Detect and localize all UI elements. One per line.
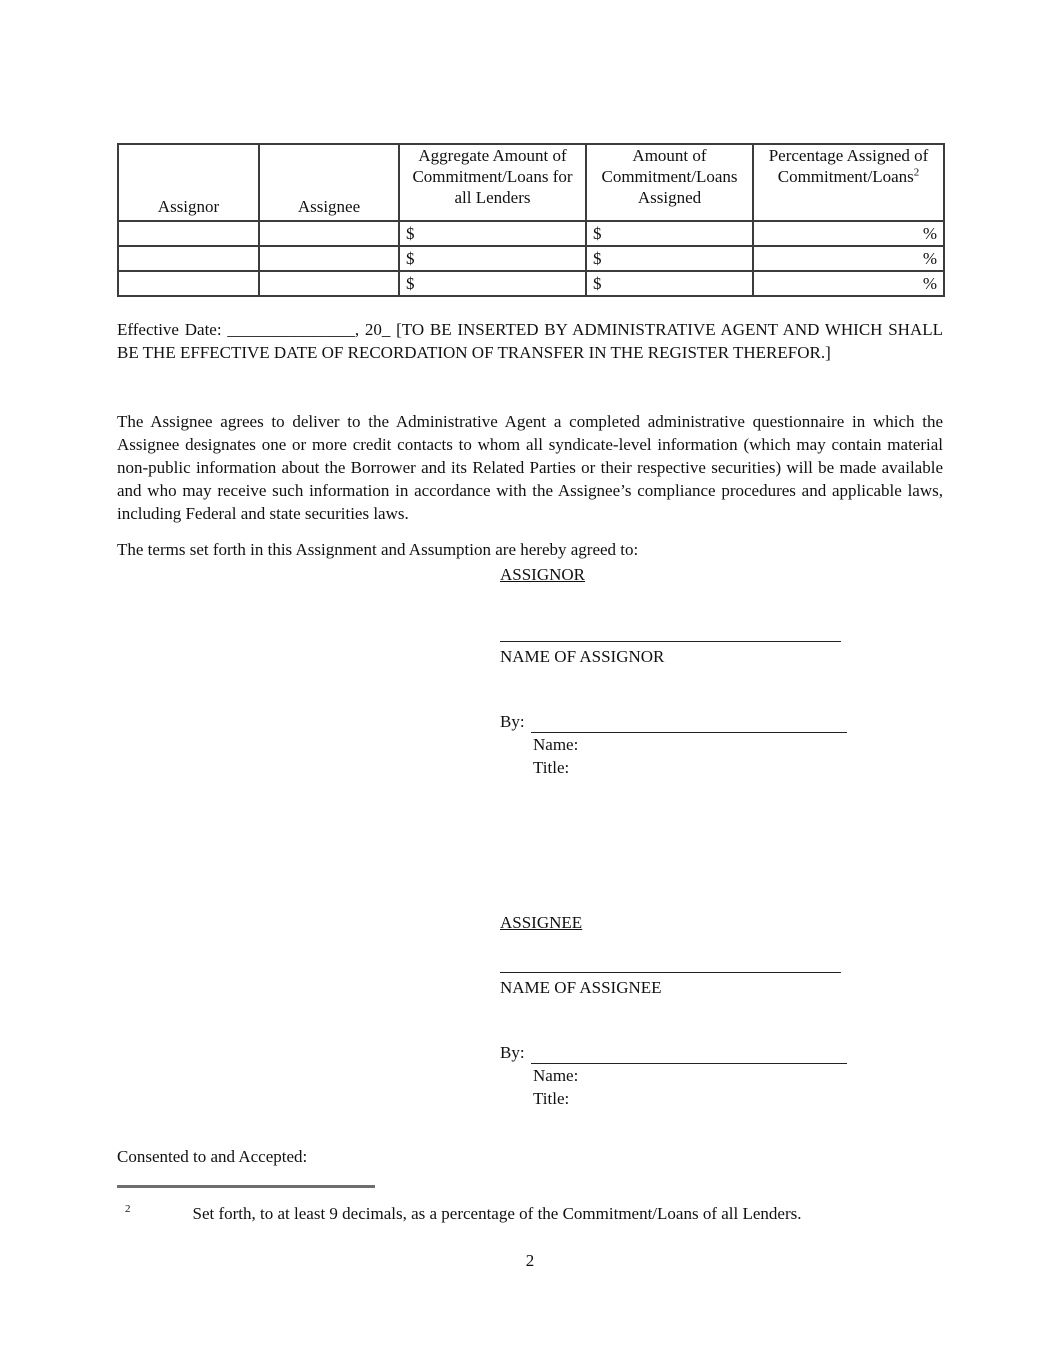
assignor-name-label: Name: xyxy=(533,735,579,754)
assignee-signature-block xyxy=(500,911,960,1110)
footnote xyxy=(125,1198,925,1225)
consent-line: Consented to and Accepted: xyxy=(117,1147,308,1166)
cell-percentage: % xyxy=(753,271,944,296)
terms-agreed-line: The terms set forth in this Assignment and Assumption are hereby agreed to: xyxy=(117,540,639,559)
table-row xyxy=(118,221,944,246)
cell-amount-dollar: $ xyxy=(586,221,753,246)
table-row xyxy=(118,271,944,296)
header-percentage-text: Percentage Assigned of Commitment/Loans xyxy=(768,146,929,186)
page-number: 2 xyxy=(525,1251,535,1270)
admin-questionnaire-paragraph: The Assignee agrees to deliver to the Administrative Agent a completed administrative questionnaire in which the Assignee designates one or more credit contacts to whom all syndicate-level information (which may contain material non-public information about the Borrower and its Related Parties or their respective securities) will be made available and who may receive such information in accordance with the Assignee’s compliance procedures and applicable laws, including Federal and state securities laws. xyxy=(117,412,943,523)
assignee-by-signature-line xyxy=(531,1042,847,1064)
effective-date-label: Effective Date: xyxy=(117,320,222,339)
cell-assignor-blank xyxy=(118,271,259,296)
page-content xyxy=(117,0,943,1365)
cell-amount-dollar: $ xyxy=(586,271,753,296)
footnote-separator-rule xyxy=(117,1185,375,1188)
assignee-name-caption: NAME OF ASSIGNEE xyxy=(500,978,662,997)
assignor-by-row xyxy=(500,710,847,733)
assignor-title-label: Title: xyxy=(533,758,570,777)
header-aggregate-amount: Aggregate Amount of Commitment/Loans for all Lenders xyxy=(399,144,586,221)
effective-date-text: , 20_ [TO BE INSERTED BY ADMINISTRATIVE AGENT AND WHICH SHALL BE THE EFFECTIVE DATE OF RECORDATION OF TRANSFER IN THE REGISTER THEREFOR.] xyxy=(117,320,943,362)
cell-aggregate-dollar: $ xyxy=(399,246,586,271)
cell-assignor-blank xyxy=(118,221,259,246)
assignee-by-label: By: xyxy=(500,1043,525,1062)
header-percentage-assigned xyxy=(753,144,944,221)
cell-aggregate-dollar: $ xyxy=(399,271,586,296)
cell-percentage: % xyxy=(753,246,944,271)
footnote-text: Set forth, to at least 9 decimals, as a percentage of the Commitment/Loans of all Lenders. xyxy=(192,1203,802,1223)
header-amount-assigned: Amount of Commitment/Loans Assigned xyxy=(586,144,753,221)
cell-aggregate-dollar: $ xyxy=(399,221,586,246)
footnote-reference-marker: 2 xyxy=(913,166,920,179)
cell-assignee-blank xyxy=(259,271,399,296)
assignor-by-label: By: xyxy=(500,712,525,731)
assignor-name-caption: NAME OF ASSIGNOR xyxy=(500,647,665,666)
effective-date-paragraph xyxy=(117,318,943,364)
assignee-heading: ASSIGNEE xyxy=(500,913,583,932)
assignment-table xyxy=(117,143,945,297)
assignor-signature-block xyxy=(500,563,960,779)
assignee-title-label: Title: xyxy=(533,1089,570,1108)
assignor-signature-line xyxy=(500,641,841,642)
footnote-number: 2 xyxy=(125,1203,131,1215)
header-assignee: Assignee xyxy=(259,144,399,221)
cell-assignee-blank xyxy=(259,221,399,246)
assignment-table-wrap xyxy=(117,143,943,297)
table-row xyxy=(118,246,944,271)
cell-assignee-blank xyxy=(259,246,399,271)
table-header-row xyxy=(118,144,944,221)
assignor-by-signature-line xyxy=(531,711,847,733)
effective-date-blank-line: _______________ xyxy=(227,320,355,339)
assignee-signature-line xyxy=(500,972,841,973)
assignee-name-label: Name: xyxy=(533,1066,579,1085)
assignee-by-row xyxy=(500,1041,847,1064)
header-assignor: Assignor xyxy=(118,144,259,221)
cell-amount-dollar: $ xyxy=(586,246,753,271)
assignor-heading: ASSIGNOR xyxy=(500,565,586,584)
cell-assignor-blank xyxy=(118,246,259,271)
cell-percentage: % xyxy=(753,221,944,246)
